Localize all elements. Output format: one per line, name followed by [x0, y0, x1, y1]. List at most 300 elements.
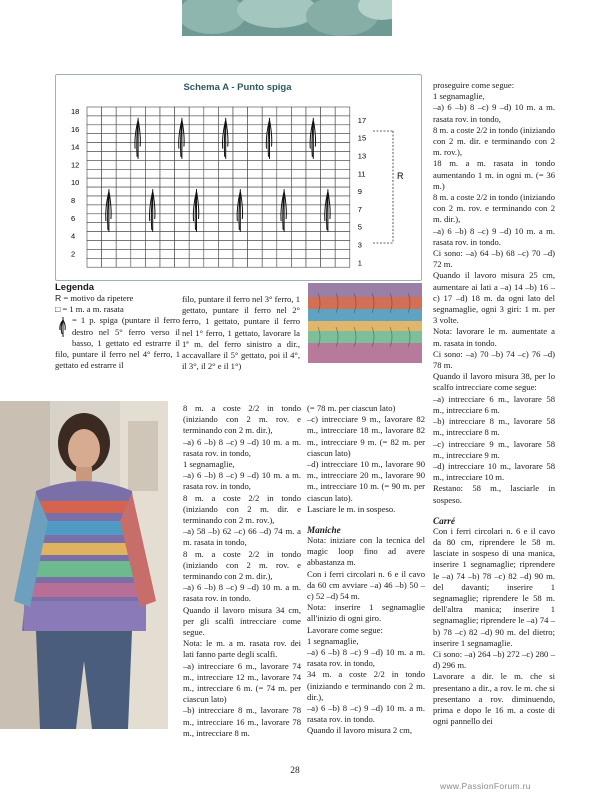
chart-cell	[204, 223, 219, 232]
chart-cell	[204, 232, 219, 241]
chart-cell	[248, 116, 263, 125]
chart-cell	[306, 196, 321, 205]
chart-cell	[87, 116, 102, 125]
chart-cell	[189, 116, 204, 125]
row-label-left: 4	[71, 231, 76, 241]
chart-cell	[160, 134, 175, 143]
chart-cell	[102, 134, 117, 143]
chart-cell	[218, 196, 233, 205]
chart-cell	[102, 152, 117, 161]
chart-cell	[116, 187, 131, 196]
chart-cell	[335, 178, 350, 187]
knit-sample-photo	[308, 283, 422, 363]
chart-cell	[218, 178, 233, 187]
chart-cell	[145, 249, 160, 258]
chart-cell	[131, 249, 146, 258]
chart-cell	[335, 223, 350, 232]
chart-cell	[87, 249, 102, 258]
chart-cell	[116, 107, 131, 116]
chart-cell	[204, 116, 219, 125]
chart-cell	[335, 160, 350, 169]
chart-cell	[306, 160, 321, 169]
chart-cell	[233, 134, 248, 143]
chart-cell	[116, 125, 131, 134]
chart-cell	[335, 107, 350, 116]
legend-item-spiga: = 1 p. spiga (puntare il ferro destro nel 5° ferro verso il basso, 1 gettato ed estrarre il filo, puntare il ferro nel 4° ferro, 1 gettato ed estrarre il	[55, 315, 180, 371]
chart-cell	[116, 241, 131, 250]
chart-cell	[321, 178, 336, 187]
chart-cell	[277, 169, 292, 178]
chart-cell	[277, 116, 292, 125]
chart-cell	[306, 214, 321, 223]
legend-item-stitch: □ = 1 m. a m. rasata	[55, 304, 124, 315]
chart-cell	[218, 169, 233, 178]
chart-cell	[233, 116, 248, 125]
chart-cell	[291, 125, 306, 134]
row-label-right: 1	[357, 258, 362, 268]
chart-cell	[116, 205, 131, 214]
chart-cell	[87, 232, 102, 241]
chart-cell	[306, 169, 321, 178]
chart-cell	[175, 196, 190, 205]
chart-cell	[160, 249, 175, 258]
chart-cell	[262, 160, 277, 169]
chart-cell	[233, 232, 248, 241]
chart-cell	[291, 178, 306, 187]
chart-cell	[102, 143, 117, 152]
chart-cell	[160, 178, 175, 187]
chart-cell	[335, 169, 350, 178]
text-column-a: 8 m. a coste 2/2 in tondo (iniziando con 2 m. rov. e terminando con 2 m. dir.), –a) 6 –b) 8 –c) 9 –d) 10 m. a m. rasata rov. in tondo, 1 segnamaglie, –a) 6 –b) 8 –c) 9 –d) 10 m. a m. rasata rov. in tondo, 8 m. a coste 2/2 in tondo (iniziando con 2 m. dir. e terminando con 2 m. rov.), –a) 58 –b) 62 –c) 66 –d) 74 m. a m. rasata in tondo, 8 m. a coste 2/2 in tondo (iniziando con 2 m. rov. e terminando con 2 m. dir.), –a) 6 –b) 8 –c) 9 –d) 10 m. a m. rasata rov. in tondo. Quando il lavoro misura 34 cm, per gli scalfi intrecciare come segue. Nota: le m. a m. rasata rov. dei lati fanno parte degli scalfi. –a) intrecciare 6 m., lavorare 74 m., intrecciare 12 m., lavorare 74 m., intrecciare 6 m. (= 74 m. per ciascun lato) –b) intrecciare 8 m., lavorare 78 m., intrecciare 16 m., lavorare 78 m., intrecciare 8 m.	[183, 403, 301, 738]
chart-cell	[335, 214, 350, 223]
chart-cell	[160, 125, 175, 134]
chart-cell	[306, 178, 321, 187]
row-label-left: 18	[71, 107, 80, 116]
chart-cell	[204, 258, 219, 267]
chart-cell	[102, 125, 117, 134]
chart-cell	[321, 143, 336, 152]
chart-cell	[248, 223, 263, 232]
chart-cell	[102, 169, 117, 178]
chart-cell	[131, 223, 146, 232]
chart-cell	[175, 160, 190, 169]
text-column-c	[433, 80, 555, 727]
row-label-right: 15	[357, 133, 367, 143]
chart-cell	[175, 107, 190, 116]
legend-symbol-square: □	[55, 304, 61, 315]
chart-cell	[160, 258, 175, 267]
chart-cell	[131, 214, 146, 223]
chart-cell	[291, 187, 306, 196]
row-label-left: 6	[71, 213, 76, 223]
chart-cell	[131, 178, 146, 187]
chart-cell	[87, 178, 102, 187]
row-label-right: 7	[357, 204, 362, 214]
chart-cell	[87, 134, 102, 143]
chart-cell	[306, 241, 321, 250]
chart-cell	[87, 169, 102, 178]
chart-cell	[189, 160, 204, 169]
chart-cell	[218, 241, 233, 250]
chart-cell	[335, 232, 350, 241]
chart-cell	[248, 205, 263, 214]
row-label-left: 16	[71, 124, 80, 134]
row-label-right: 3	[357, 240, 362, 250]
chart-cell	[306, 258, 321, 267]
chart-cell	[248, 125, 263, 134]
chart-cell	[277, 258, 292, 267]
chart-cell	[116, 152, 131, 161]
row-label-right: 9	[357, 187, 362, 197]
chart-cell	[262, 205, 277, 214]
chart-cell	[248, 196, 263, 205]
chart-cell	[131, 205, 146, 214]
chart-cell	[248, 241, 263, 250]
chart-cell	[306, 107, 321, 116]
chart-cell	[145, 152, 160, 161]
chart-cell	[131, 160, 146, 169]
chart-cell	[277, 134, 292, 143]
chart-cell	[262, 249, 277, 258]
chart-cell	[204, 205, 219, 214]
row-label-left: 12	[71, 160, 80, 170]
chart-cell	[87, 205, 102, 214]
chart-cell	[291, 160, 306, 169]
chart-cell	[277, 241, 292, 250]
chart-cell	[321, 160, 336, 169]
chart-cell	[233, 249, 248, 258]
chart-cell	[335, 196, 350, 205]
chart-cell	[175, 178, 190, 187]
chart-cell	[233, 125, 248, 134]
chart-cell	[218, 107, 233, 116]
repeat-marker: R	[397, 171, 404, 181]
chart-cell	[233, 160, 248, 169]
chart-cell	[262, 107, 277, 116]
chart-cell	[335, 205, 350, 214]
chart-cell	[233, 258, 248, 267]
chart-cell	[277, 143, 292, 152]
text-column-b	[307, 403, 425, 737]
chart-cell	[204, 249, 219, 258]
chart-cell	[291, 223, 306, 232]
chart-cell	[262, 258, 277, 267]
chart-cell	[87, 258, 102, 267]
chart-cell	[248, 143, 263, 152]
chart-cell	[218, 187, 233, 196]
chart-cell	[291, 258, 306, 267]
chart-cell	[204, 214, 219, 223]
knitting-chart	[55, 95, 420, 275]
chart-cell	[116, 134, 131, 143]
chart-cell	[321, 241, 336, 250]
chart-cell	[306, 232, 321, 241]
legend-symbol-r: R	[55, 293, 62, 303]
chart-cell	[145, 125, 160, 134]
chart-cell	[277, 249, 292, 258]
text-column-b-bottom: Nota: iniziare con la tecnica del magic loop fino ad avere abbastanza m. Con i ferri circolari n. 6 e il cavo da 60 cm avviare –a) 46 –b) 50 –c) 52 –d) 54 m. Nota: inserire 1 segnamaglie all'inizio di ogni giro. Lavorare come segue: 1 segnamaglie, –a) 6 –b) 8 –c) 9 –d) 10 m. a m. rasata rov. in tondo, 34 m. a coste 2/2 in tondo (iniziando e terminando con 2 m. dir.), –a) 6 –b) 8 –c) 9 –d) 10 m. a m. rasata rov. in tondo. Quando il lavoro misura 2 cm,	[307, 535, 425, 736]
chart-cell	[116, 196, 131, 205]
chart-cell	[87, 152, 102, 161]
chart-cell	[204, 187, 219, 196]
chart-cell	[189, 152, 204, 161]
chart-cell	[291, 249, 306, 258]
chart-cell	[248, 107, 263, 116]
chart-cell	[175, 258, 190, 267]
chart-cell	[277, 178, 292, 187]
chart-cell	[175, 205, 190, 214]
chart-cell	[87, 143, 102, 152]
chart-cell	[335, 143, 350, 152]
chart-cell	[291, 205, 306, 214]
row-label-left: 10	[71, 178, 80, 188]
chart-cell	[321, 169, 336, 178]
chart-cell	[160, 187, 175, 196]
chart-cell	[102, 116, 117, 125]
chart-cell	[189, 249, 204, 258]
chart-cell	[277, 152, 292, 161]
chart-cell	[175, 249, 190, 258]
chart-cell	[262, 232, 277, 241]
model-photo	[0, 401, 168, 729]
chart-cell	[160, 152, 175, 161]
chart-cell	[291, 143, 306, 152]
chart-cell	[218, 258, 233, 267]
chart-cell	[248, 187, 263, 196]
chart-cell	[87, 241, 102, 250]
chart-cell	[160, 205, 175, 214]
chart-cell	[87, 187, 102, 196]
chart-cell	[262, 178, 277, 187]
chart-cell	[248, 232, 263, 241]
chart-cell	[87, 107, 102, 116]
chart-cell	[233, 152, 248, 161]
chart-cell	[291, 134, 306, 143]
chart-cell	[335, 152, 350, 161]
chart-cell	[306, 205, 321, 214]
chart-cell	[145, 258, 160, 267]
chart-cell	[277, 232, 292, 241]
chart-cell	[175, 169, 190, 178]
chart-cell	[291, 241, 306, 250]
chart-cell	[175, 241, 190, 250]
chart-cell	[262, 214, 277, 223]
chart-cell	[87, 125, 102, 134]
chart-cell	[291, 116, 306, 125]
chart-cell	[189, 178, 204, 187]
chart-cell	[335, 134, 350, 143]
chart-cell	[204, 196, 219, 205]
chart-cell	[335, 241, 350, 250]
chart-cell	[248, 169, 263, 178]
chart-cell	[233, 107, 248, 116]
chart-cell	[145, 232, 160, 241]
chart-cell	[160, 241, 175, 250]
chart-cell	[204, 178, 219, 187]
chart-cell	[306, 223, 321, 232]
chart-cell	[335, 249, 350, 258]
chart-cell	[131, 187, 146, 196]
chart-cell	[321, 134, 336, 143]
chart-cell	[160, 143, 175, 152]
chart-cell	[131, 196, 146, 205]
chart-cell	[262, 187, 277, 196]
chart-cell	[218, 232, 233, 241]
chart-cell	[87, 214, 102, 223]
chart-cell	[291, 107, 306, 116]
chart-cell	[204, 152, 219, 161]
chart-cell	[262, 196, 277, 205]
chart-cell	[321, 258, 336, 267]
chart-cell	[116, 214, 131, 223]
chart-cell	[145, 134, 160, 143]
chart-cell	[131, 258, 146, 267]
chart-cell	[321, 152, 336, 161]
chart-cell	[248, 160, 263, 169]
row-label-left: 2	[71, 249, 76, 259]
chart-cell	[145, 143, 160, 152]
chart-cell	[102, 241, 117, 250]
chart-cell	[233, 178, 248, 187]
chart-cell	[321, 107, 336, 116]
chart-cell	[291, 196, 306, 205]
chart-cell	[233, 143, 248, 152]
chart-cell	[335, 187, 350, 196]
chart-cell	[116, 116, 131, 125]
chart-cell	[160, 107, 175, 116]
legend-title: Legenda	[55, 282, 95, 293]
chart-cell	[87, 160, 102, 169]
chart-cell	[116, 160, 131, 169]
chart-cell	[291, 214, 306, 223]
chart-cell	[262, 241, 277, 250]
chart-cell	[131, 232, 146, 241]
legend-continuation: filo, puntare il ferro nel 3° ferro, 1 gettato, puntare il ferro nel 2° ferro, 1 gettato, puntare il ferro nel 1° ferro, 1 gettato, lavorare la 1ª m. del ferro sinistro a dir., accavallare il 5° gettato, poi il 4°, il 3°, il 2° e il 1°)	[182, 294, 300, 372]
chart-cell	[175, 223, 190, 232]
chart-cell	[335, 116, 350, 125]
chart-cell	[160, 214, 175, 223]
chart-cell	[160, 169, 175, 178]
chart-cell	[116, 223, 131, 232]
chart-cell	[277, 125, 292, 134]
section-heading-maniche: Maniche	[307, 525, 341, 536]
yarn-photo-top	[182, 0, 392, 36]
chart-cell	[160, 223, 175, 232]
chart-cell	[189, 258, 204, 267]
chart-cell	[321, 232, 336, 241]
chart-cell	[291, 232, 306, 241]
chart-cell	[160, 196, 175, 205]
chart-cell	[277, 107, 292, 116]
chart-cell	[218, 160, 233, 169]
text-column-b-top: (= 78 m. per ciascun lato) –c) intrecciare 9 m., lavorare 82 m., intrecciare 18 m., lavorare 82 m., intrecciare 9 m. (= 82 m. per ciascun lato) –d) intrecciare 10 m., lavorare 90 m., intrecciare 20 m., lavorare 90 m., intrecciare 10 m. (= 90 m. per ciascun lato). Lasciare le m. in sospeso.	[307, 403, 425, 514]
chart-cell	[204, 125, 219, 134]
chart-cell	[262, 169, 277, 178]
spiga-symbol-icon	[57, 316, 69, 338]
chart-cell	[131, 169, 146, 178]
chart-grid	[87, 107, 350, 267]
chart-cell	[189, 107, 204, 116]
section-heading-carre: Carré	[433, 515, 455, 526]
chart-cell	[175, 187, 190, 196]
row-label-right: 17	[357, 115, 367, 125]
chart-cell	[291, 152, 306, 161]
row-label-right: 11	[357, 169, 366, 179]
chart-cell	[102, 232, 117, 241]
chart-cell	[291, 169, 306, 178]
chart-cell	[131, 241, 146, 250]
chart-cell	[175, 214, 190, 223]
chart-cell	[218, 249, 233, 258]
row-label-right: 13	[357, 151, 367, 161]
chart-cell	[160, 160, 175, 169]
chart-cell	[116, 169, 131, 178]
chart-cell	[204, 169, 219, 178]
chart-cell	[145, 241, 160, 250]
chart-cell	[87, 223, 102, 232]
chart-cell	[204, 160, 219, 169]
chart-cell	[102, 178, 117, 187]
chart-cell	[233, 241, 248, 250]
schema-title: Schema A - Punto spiga	[183, 82, 292, 93]
chart-cell	[116, 258, 131, 267]
chart-cell	[175, 232, 190, 241]
chart-cell	[248, 214, 263, 223]
chart-cell	[233, 169, 248, 178]
chart-cell	[218, 205, 233, 214]
chart-cell	[145, 107, 160, 116]
chart-cell	[160, 116, 175, 125]
chart-cell	[102, 107, 117, 116]
chart-cell	[321, 116, 336, 125]
chart-cell	[218, 214, 233, 223]
chart-cell	[102, 258, 117, 267]
chart-cell	[335, 125, 350, 134]
chart-cell	[116, 232, 131, 241]
chart-cell	[204, 241, 219, 250]
page-number: 28	[290, 766, 300, 776]
chart-cell	[145, 178, 160, 187]
chart-cell	[204, 134, 219, 143]
chart-cell	[321, 249, 336, 258]
text-column-c-bottom: Con i ferri circolari n. 6 e il cavo da 80 cm, riprendere le 58 m. lasciate in sospeso di una manica, inserire 1 segnamaglie; riprendere le –a) 74 –b) 78 –c) 82 –d) 90 m. del davanti; inserire 1 segnamaglie; riprendere le 58 m. dell'altra manica; inserire 1 segnamaglie; riprendere le –a) 74 –b) 78 –c) 82 –d) 90 m. del dietro; inserire 1 segnamaglie. Ci sono: –a) 264 –b) 272 –c) 280 –d) 296 m. Lavorare a dir. le m. che si presentano a dir., a rov. le m. che si presentano a rov. diminuendo, prima e dopo le 16 m. a coste di ogni pannello dei	[433, 525, 555, 727]
row-label-left: 14	[71, 142, 80, 152]
chart-cell	[204, 107, 219, 116]
chart-cell	[102, 160, 117, 169]
row-label-right: 5	[357, 222, 362, 232]
chart-cell	[248, 178, 263, 187]
chart-cell	[248, 249, 263, 258]
chart-cell	[306, 249, 321, 258]
chart-cell	[218, 223, 233, 232]
chart-cell	[116, 178, 131, 187]
chart-cell	[189, 169, 204, 178]
text-column-c-top: proseguire come segue: 1 segnamaglie, –a) 6 –b) 8 –c) 9 –d) 10 m. a m. rasata rov. in tondo, 8 m. a coste 2/2 in tondo (iniziando con 2 m. dir. e terminando con 2 m. rov.), 18 m. a m. rasata in tondo aumentando 1 m. in ogni m. (= 36 m.) 8 m. a coste 2/2 in tondo (iniziando con 2 m. rov. e terminando con 2 m. dir.), –a) 6 –b) 8 –c) 9 –d) 10 m. a m. rasata rov. in tondo. Ci sono: –a) 64 –b) 68 –c) 70 –d) 72 m. Quando il lavoro misura 25 cm, aumentare ai lati a –a) 14 –b) 16 –c) 17 –d) 18 m. da ogni lato del segnamaglie, ogni 3 giri: 1 m. per 3 volte. Nota: lavorare le m. aumentate a m. rasata in tondo. Ci sono: –a) 70 –b) 74 –c) 76 –d) 78 m. Quando il lavoro misura 38, per lo scalfo intrecciare come segue: –a) intrecciare 6 m., lavorare 58 m., intrecciare 6 m. –b) intrecciare 8 m., lavorare 58 m., intrecciare 8 m. –c) intrecciare 9 m., lavorare 58 m., intrecciare 9 m. –d) intrecciare 10 m., lavorare 58 m., intrecciare 10 m. Restano: 58 m., lasciarle in sospeso.	[433, 80, 555, 505]
chart-cell	[204, 143, 219, 152]
chart-cell	[189, 232, 204, 241]
chart-cell	[145, 116, 160, 125]
chart-cell	[248, 134, 263, 143]
chart-cell	[145, 169, 160, 178]
row-label-left: 8	[71, 196, 76, 205]
chart-cell	[248, 152, 263, 161]
chart-cell	[189, 125, 204, 134]
chart-cell	[277, 160, 292, 169]
chart-cell	[131, 107, 146, 116]
chart-cell	[145, 160, 160, 169]
chart-cell	[102, 249, 117, 258]
chart-cell	[321, 125, 336, 134]
